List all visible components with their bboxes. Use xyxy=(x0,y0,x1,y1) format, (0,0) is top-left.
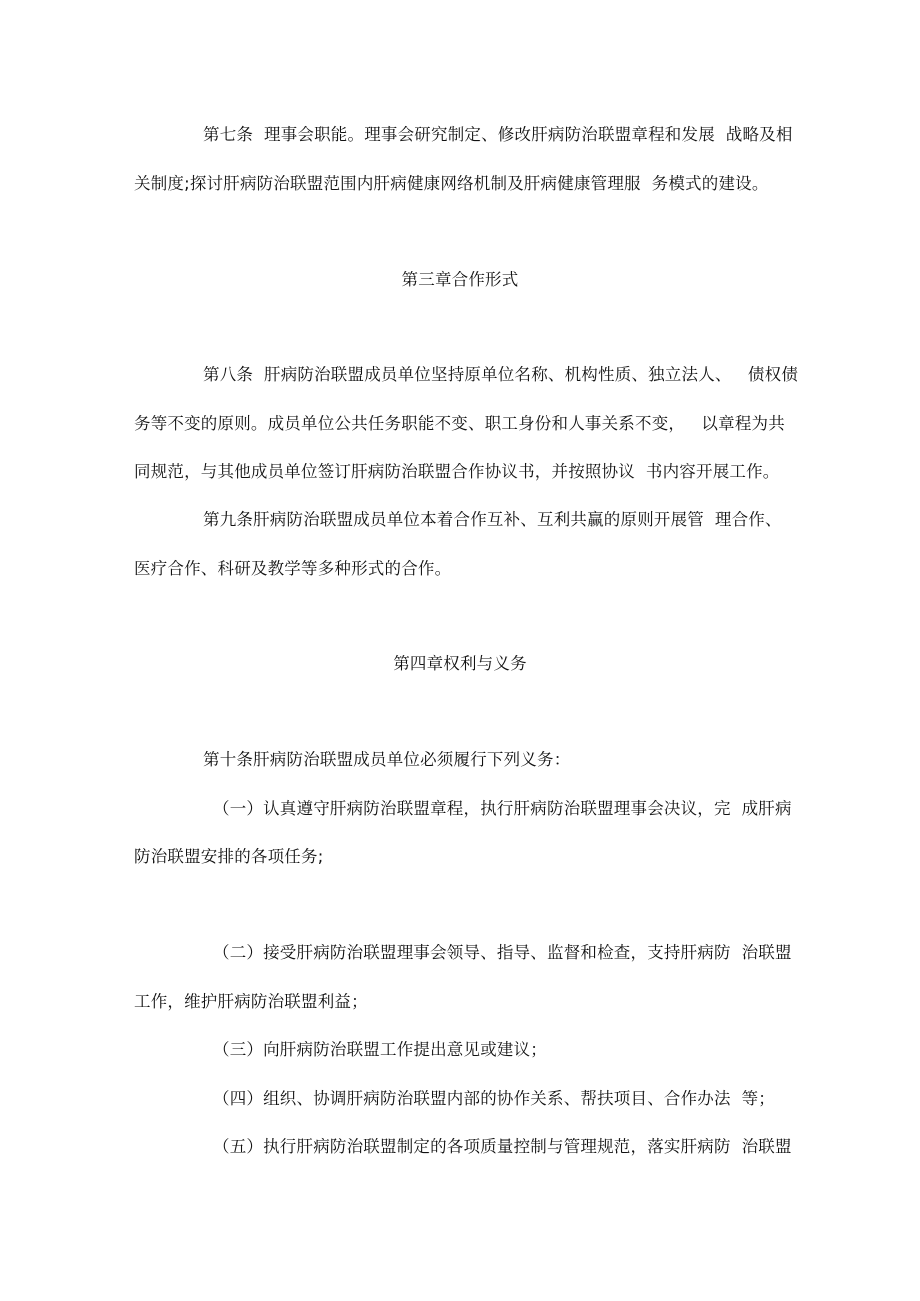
article-8-line-1: 第八条 肝病防治联盟成员单位坚持原单位名称、机构性质、独立法人、 债权债 xyxy=(203,365,799,384)
article-10-item-1-line-2: 防治联盟安排的各项任务; xyxy=(134,847,324,866)
chapter-4-heading: 第四章权利与义务 xyxy=(393,654,527,673)
chapter-3-heading: 第三章合作形式 xyxy=(401,270,519,289)
article-7-line-1: 第七条 理事会职能。理事会研究制定、修改肝病防治联盟章程和发展 战略及相 xyxy=(203,125,793,144)
article-10-intro: 第十条肝病防治联盟成员单位必须履行下列义务： xyxy=(203,750,571,769)
article-10-item-1-line-1: （一）认真遵守肝病防治联盟章程，执行肝病防治联盟理事会决议，完 成肝病 xyxy=(213,799,792,818)
article-10-item-4: （四）组织、协调肝病防治联盟内部的协作关系、帮扶项目、合作办法 等； xyxy=(213,1089,775,1108)
article-8-line-3: 同规范，与其他成员单位签订肝病防治联盟合作协议书，并按照协议 书内容开展工作。 xyxy=(134,462,780,481)
article-10-item-5-line-1: （五）执行肝病防治联盟制定的各项质量控制与管理规范，落实肝病防 治联盟 xyxy=(213,1137,792,1156)
article-9-line-1: 第九条肝病防治联盟成员单位本着合作互补、互利共赢的原则开展管 理合作、 xyxy=(203,510,782,529)
article-10-item-3: （三）向肝病防治联盟工作提出意见或建议； xyxy=(213,1040,547,1059)
article-9-line-2: 医疗合作、科研及教学等多种形式的合作。 xyxy=(134,559,452,578)
article-10-item-2-line-2: 工作，维护肝病防治联盟利益； xyxy=(134,992,368,1011)
article-7-line-2: 关制度;探讨肝病防治联盟范围内肝病健康网络机制及肝病健康管理服 务模式的建设。 xyxy=(134,174,769,193)
article-8-line-2: 务等不变的原则。成员单位公共任务职能不变、职工身份和人事关系不变， 以章程为共 xyxy=(134,414,785,433)
article-10-item-2-line-1: （二）接受肝病防治联盟理事会领导、指导、监督和检查，支持肝病防 治联盟 xyxy=(213,943,792,962)
